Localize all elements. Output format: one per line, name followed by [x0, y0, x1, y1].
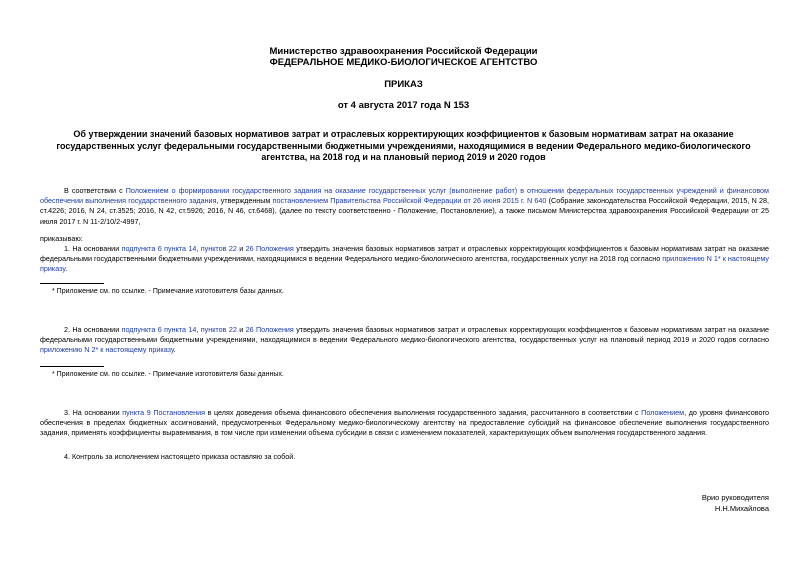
ministry-name: Министерство здравоохранения Российской Федерации — [269, 46, 538, 57]
item-1-paragraph: 1. На основании подпункта 6 пункта 14, пунктов 22 и 26 Положения утвердить значения базовых нормативов затрат и отраслевых корректирующих коэффициентов к базовым нормативам затрат на оказание федеральными государственными бюджетными учреждениями, находящимися в ведении Федерального медико-биологического агентства, государственных услуг на 2018 год согласно приложению N 1* к настоящему приказу. — [40, 244, 769, 274]
link-government-decree[interactable]: постановлением Правительства Российской Федерации от 26 июня 2015 г. N 640 — [272, 196, 547, 206]
signatory-name: Н.Н.Михайлова — [714, 504, 769, 513]
link-regulation[interactable]: Положением о формировании государственного задания на оказание государственных услуг (выполнение работ) в отношении федеральных государственных учреждений и финансовом обеспечении выполнения государственного задания — [40, 186, 769, 206]
document-date-number: от 4 августа 2017 года N 153 — [337, 100, 470, 111]
link-clauses-22[interactable]: пунктов 22 — [200, 325, 237, 334]
link-regulation-short[interactable]: Положением — [641, 408, 685, 417]
link-clause-9-decree[interactable]: пункта 9 Постановления — [122, 408, 205, 417]
document-type: ПРИКАЗ — [384, 79, 423, 90]
link-appendix-2[interactable]: приложению N 2* к настоящему приказу — [40, 345, 174, 355]
footnote-2: * Приложение см. по ссылке. - Примечание изготовителя базы данных. — [52, 371, 284, 378]
item-3-paragraph: 3. На основании пункта 9 Постановления в целях доведения объема финансового обеспечения выполнения государственного задания, рассчитанного в соответствии с Положением, до уровня финансового обеспечения в пределах бюджетных ассигнований, предусмотренных Федеральному медико-биологическому агентству на предоставление субсидий на финансовое обеспечение выполнения государственного задания, применять коэффициенты выравнивания, в том числе при изменении объема субсидии в связи с изменением показателей, характеризующих объем выполнения государственного задания. — [40, 408, 769, 438]
footnote-divider — [40, 366, 104, 367]
agency-name: ФЕДЕРАЛЬНОЕ МЕДИКО-БИОЛОГИЧЕСКОЕ АГЕНТСТВО — [269, 57, 538, 68]
item-2-paragraph: 2. На основании подпункта 6 пункта 14, пунктов 22 и 26 Положения утвердить значения базовых нормативов затрат и отраслевых корректирующих коэффициентов к базовым нормативам затрат на оказание федеральными государственными бюджетными учреждениями, находящимися в ведении Федерального медико-биологического агентства, государственных услуг на плановый период 2019 и 2020 годов согласно приложению N 2* к настоящему приказу. — [40, 325, 769, 355]
link-26-regulation[interactable]: 26 Положения — [245, 244, 294, 253]
link-clauses-22[interactable]: пунктов 22 — [200, 244, 237, 253]
link-subclause-6-clause-14[interactable]: подпункта 6 пункта 14 — [121, 325, 197, 334]
document-title: Об утверждении значений базовых нормативов затрат и отраслевых корректирующих коэффициентов к базовым нормативам затрат на оказание государственных услуг федеральными государственными бюджетными учреждениями, находящимися в ведении Федерального медико-биологического агентства, на 2018 год и на плановый период 2019 и 2020 годов — [56, 129, 751, 162]
link-subclause-6-clause-14[interactable]: подпункта 6 пункта 14 — [121, 244, 197, 253]
preamble-paragraph: В соответствии с Положением о формировании государственного задания на оказание государственных услуг (выполнение работ) в отношении федеральных государственных учреждений и финансовом обеспечении выполнения государственного задания, утвержденным постановлением Правительства Российской Федерации от 26 июня 2015 г. N 640 (Собрание законодательства Российской Федерации, 2015, N 28, ст.4226; 2016, N 24, ст.3525; 2016, N 42, ст.5926; 2016, N 46, ст.6468), (далее по тексту соответственно - Положение, Постановление), а также письмом Министерства здравоохранения Российской Федерации от 25 июля 2017 г. N 11-2/10/2-4997, — [40, 186, 769, 226]
link-26-regulation[interactable]: 26 Положения — [245, 325, 294, 334]
signatory-position: Врио руководителя — [701, 493, 769, 502]
item-4-paragraph: 4. Контроль за исполнением настоящего приказа оставляю за собой. — [64, 452, 296, 461]
link-appendix-1[interactable]: приложению N 1* к настоящему приказу — [40, 254, 769, 274]
footnote-1: * Приложение см. по ссылке. - Примечание изготовителя базы данных. — [52, 288, 284, 295]
order-word: приказываю: — [40, 234, 83, 243]
footnote-divider — [40, 283, 104, 284]
